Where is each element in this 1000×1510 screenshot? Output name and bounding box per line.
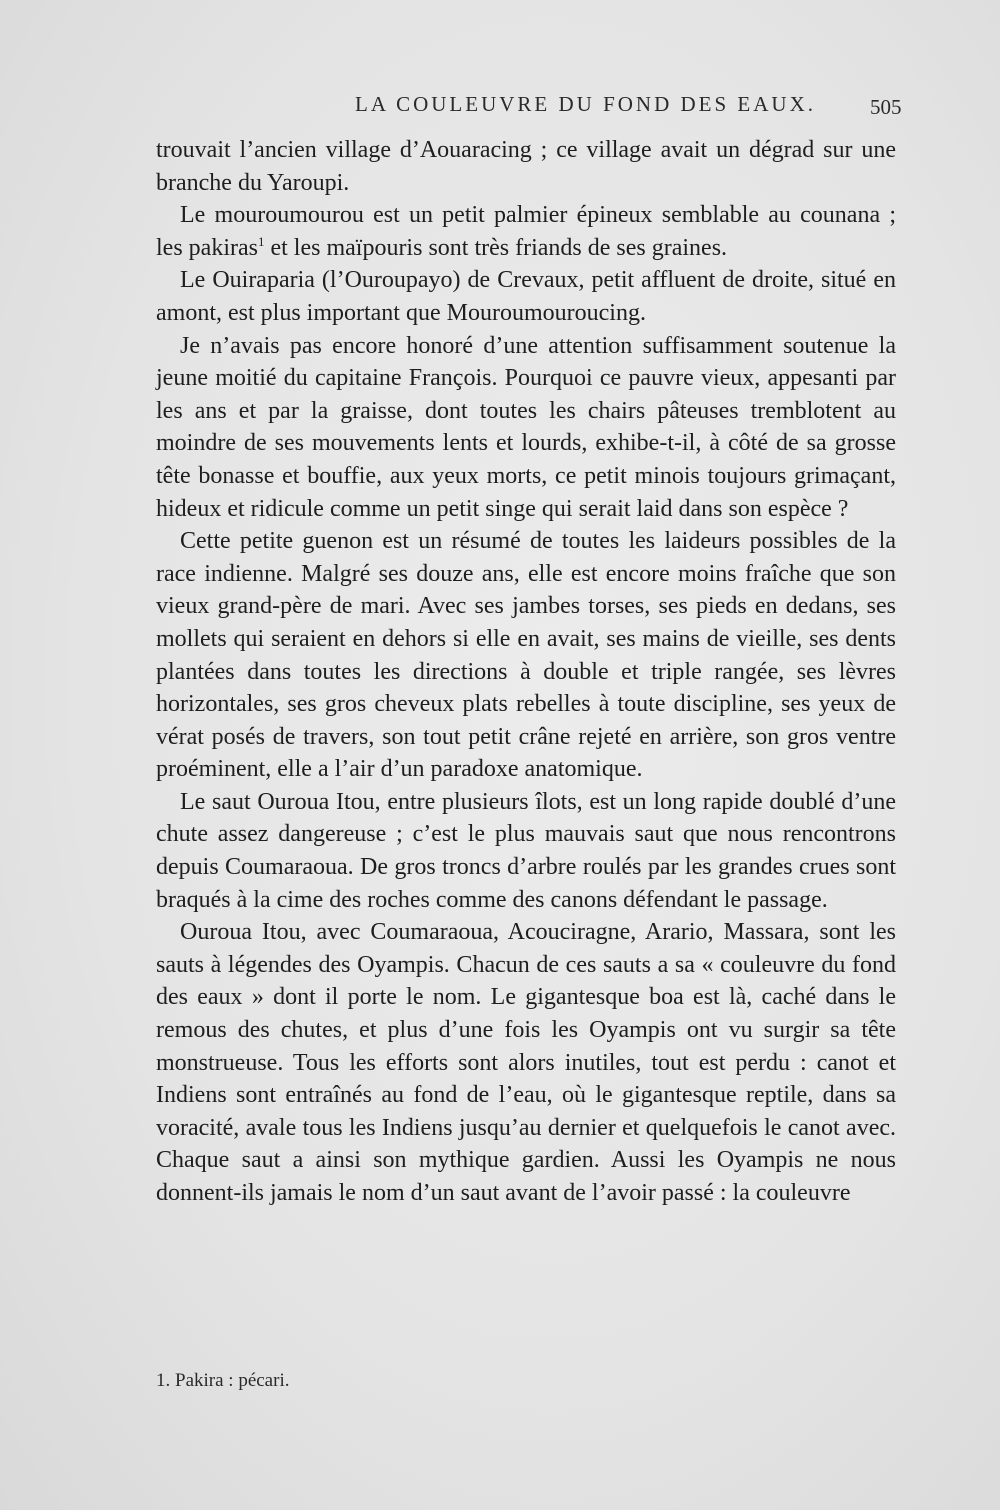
paragraph-text: Le mouroumourou est un petit palmier épineux semblable au counana ; les pakiras [156, 202, 896, 261]
footnote: 1. Pakira : pécari. [156, 1370, 290, 1391]
body-text [156, 134, 896, 1210]
paragraph: trouvait l’ancien village d’Aouaracing ; ce village avait un dégrad sur une branche du Yaroupi. [156, 137, 896, 196]
running-title: LA COULEUVRE DU FOND DES EAUX. [355, 92, 816, 116]
footnote-marker: 1 [257, 233, 265, 249]
paragraph: Ouroua Itou, avec Coumaraoua, Acouciragne, Arario, Massara, sont les sauts à légendes des Oyampis. Chacun de ces sauts a sa « couleuvre du fond des eaux » dont il porte le nom. Le gigantesque boa est là, caché dans le remous des chutes, et plus d’une fois les Oyampis ont vu surgir sa tête monstrueuse. Tous les efforts sont alors inutiles, tout est perdu : canot et Indiens sont entraînés au fond de l’eau, où le gigantesque reptile, dans sa voracité, avale tous les Indiens jusqu’au dernier et quelquefois le canot avec. Chaque saut a ainsi son mythique gardien. Aussi les Oyampis ne nous donnent-ils jamais le nom d’un saut avant de l’avoir passé : la couleuvre [156, 919, 896, 1206]
paragraph-text: et les maïpouris sont très friands de ses graines. [264, 234, 728, 261]
paragraph: Le Ouiraparia (l’Ouroupayo) de Crevaux, petit affluent de droite, situé en amont, est plus important que Mouroumouroucing. [156, 267, 896, 326]
paragraph: Je n’avais pas encore honoré d’une attention suffisamment soutenue la jeune moitié du capitaine François. Pourquoi ce pauvre vieux, appesanti par les ans et par la graisse, dont toutes les chairs pâteuses tremblotent au moindre de ses mouvements lents et lourds, exhibe-t-il, à côté de sa grosse tête bonasse et bouffie, aux yeux morts, ce petit minois toujours grimaçant, hideux et ridicule comme un petit singe qui serait laid dans son espèce ? [156, 332, 896, 522]
paragraph: Le saut Ouroua Itou, entre plusieurs îlots, est un long rapide doublé d’une chute assez dangereuse ; c’est le plus mauvais saut que nous rencontrons depuis Coumaraoua. De gros troncs d’arbre roulés par les grandes crues sont braqués à la cime des roches comme des canons défendant le passage. [156, 788, 896, 913]
page-number: 505 [870, 95, 902, 119]
paragraph [156, 199, 896, 264]
paragraph: Cette petite guenon est un résumé de toutes les laideurs possibles de la race indienne. Malgré ses douze ans, elle est encore moins fraîche que son vieux grand-père de mari. Avec ses jambes torses, ses pieds en dedans, ses mollets qui seraient en dehors si elle en avait, ses mains de vieille, ses dents plantées dans toutes les directions à double et triple rangée, ses lèvres horizontales, ses gros cheveux plats rebelles à toute discipline, ses yeux de vérat posés de travers, son tout petit crâne rejeté en arrière, son gros ventre proéminent, elle a l’air d’un paradoxe anatomique. [156, 528, 896, 783]
